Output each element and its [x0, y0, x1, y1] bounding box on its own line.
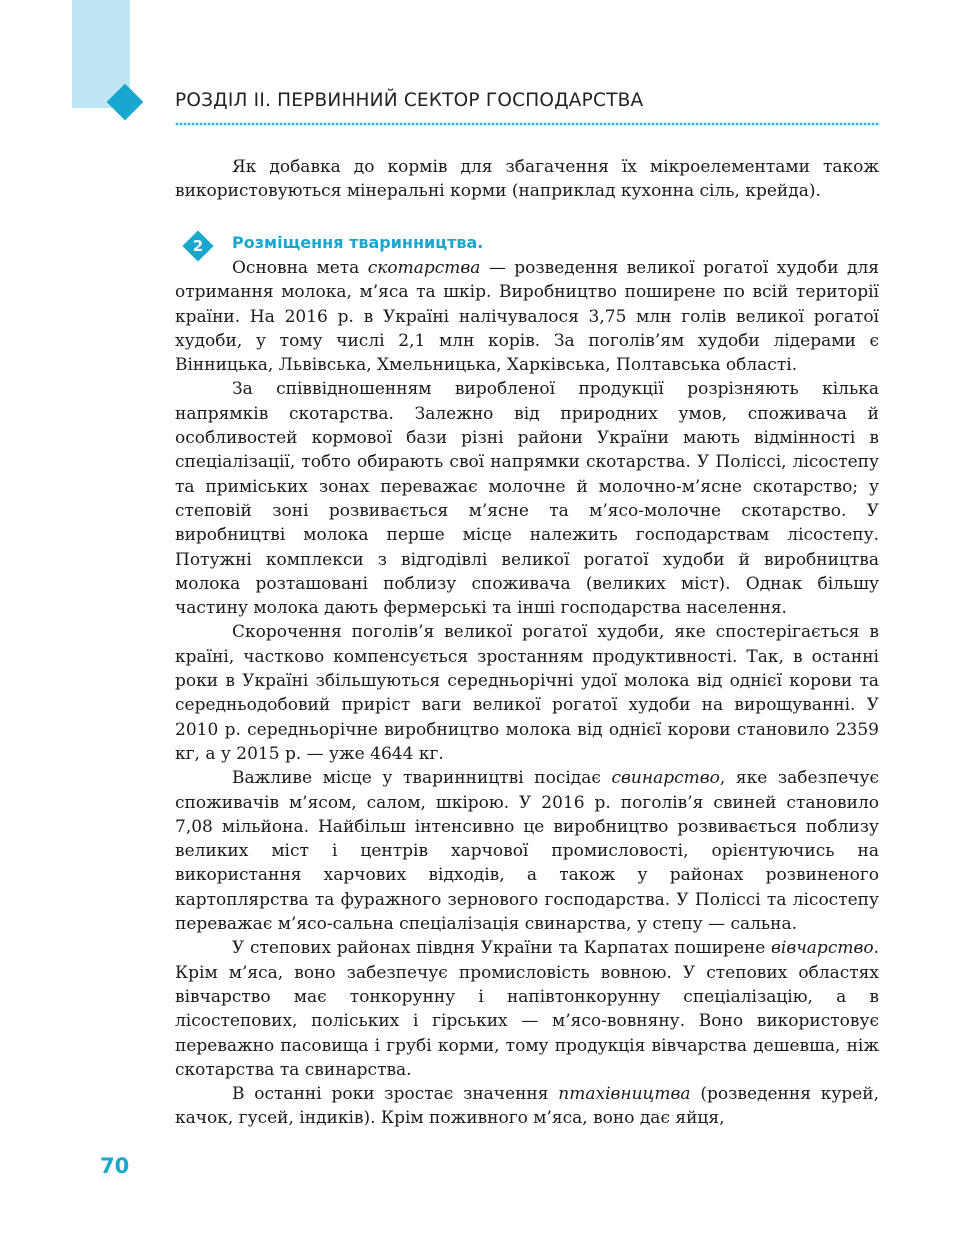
paragraph-text: Скорочення поголів’я великої рогатої худоби, яке спостерігається в країні, частково компенсується зростанням продуктивності. Так, в останні роки в Україні збільшуються середньорічні удої молока від однієї корови та середньодобовий приріст ваги великої рогатої худоби на вирощуванні. У 2010 р. середньорічне виробництво молока від однієї корови становило 2359 кг, а у 2015 р. — уже 4644 кг.: [175, 622, 879, 764]
paragraph-text: . Крім м’яса, воно забезпечує промисловість вовною. У степових областях вівчарство має тонкорунну і напівтонкорунну спеціалізацію, а в лісостепових, поліських і гірських — м’ясо-вовняну. Воно використовує переважно пасовища і грубі корми, тому продукція вівчарства дешевша, ніж скотарства та свинарства.: [175, 938, 879, 1080]
paragraph-text: (розведення курей, качок, гусей, індиків). Крім поживного м’яса, воно дає яйця,: [175, 1084, 880, 1129]
section-heading: Розміщення тваринництва.: [232, 233, 484, 252]
key-term: свинарство: [611, 768, 720, 789]
paragraph-text: У степових районах півдня України та Карпатах поширене: [232, 938, 771, 959]
key-term: скотарства: [367, 258, 481, 278]
paragraph: [175, 936, 879, 1082]
paragraph-text: Основна мета: [232, 258, 368, 278]
page-number: 70: [100, 1154, 130, 1178]
paragraph: [175, 620, 879, 766]
body-text: [175, 256, 879, 1131]
paragraph: [175, 256, 879, 377]
section-number: 2: [192, 237, 204, 255]
paragraph: [175, 1082, 879, 1131]
paragraph-text: — розведення великої рогатої худоби для отримання молока, м’яса та шкір. Виробництво поширене по всій території країни. На 2016 р. в Україні налічувалося 3,75 млн голів великої рогатої худоби, у тому числі 2,1 млн корів. За поголів’ям худоби лідерами є Вінницька, Львівська, Хмельницька, Харківська, Полтавська області.: [175, 258, 879, 376]
chapter-title: РОЗДІЛ II. ПЕРВИННИЙ СЕКТОР ГОСПОДАРСТВА: [175, 90, 644, 111]
key-term: вівчарство: [771, 938, 874, 959]
header-dotted-rule: [175, 121, 880, 127]
paragraph-text: В останні роки зростає значення: [232, 1084, 559, 1105]
intro-paragraph: [175, 155, 879, 204]
paragraph-text: За співвідношенням виробленої продукції розрізняють кілька напрямків скотарства. Залежно від природних умов, споживача й особливостей кормової бази різні райони України мають відмінності в спеціалізації, тобто обирають свої напрямки скотарства. У Поліссі, лісостепу та приміських зонах переважає молочне й молочно-м’ясне скотарство; у степовій зоні розвивається м’ясне та м’ясо-молочне скотарство. У виробництві молока перше місце належить господарствам лісостепу. Потужні комплекси з відгодівлі великої рогатої худоби й виробництва молока розташовані поблизу споживача (великих міст). Однак більшу частину молока дають фермерські та інші господарства населення.: [175, 379, 879, 619]
paragraph-text: , яке забезпечує споживачів м’ясом, салом, шкірою. У 2016 р. поголів’я свиней становило 7,08 мільйона. Найбільш інтенсивно це виробництво розвивається поблизу великих міст і центрів харчової промисловості, орієнтуючись на використання харчових відходів, а також у районах розвиненого картоплярства та фуражного зернового господарства. У Поліссі та лісостепу переважає м’ясо-сальна спеціалізація свинарства, у степу — сальна.: [175, 768, 880, 935]
key-term: птахівництва: [558, 1084, 691, 1105]
intro-text: Як добавка до кормів для збагачення їх мікроелементами також використовуються мінеральні корми (наприклад кухонна сіль, крейда).: [175, 157, 879, 202]
paragraph: [175, 377, 879, 620]
paragraph: [175, 766, 879, 936]
paragraph-text: Важливе місце у тваринництві посідає: [232, 768, 612, 789]
